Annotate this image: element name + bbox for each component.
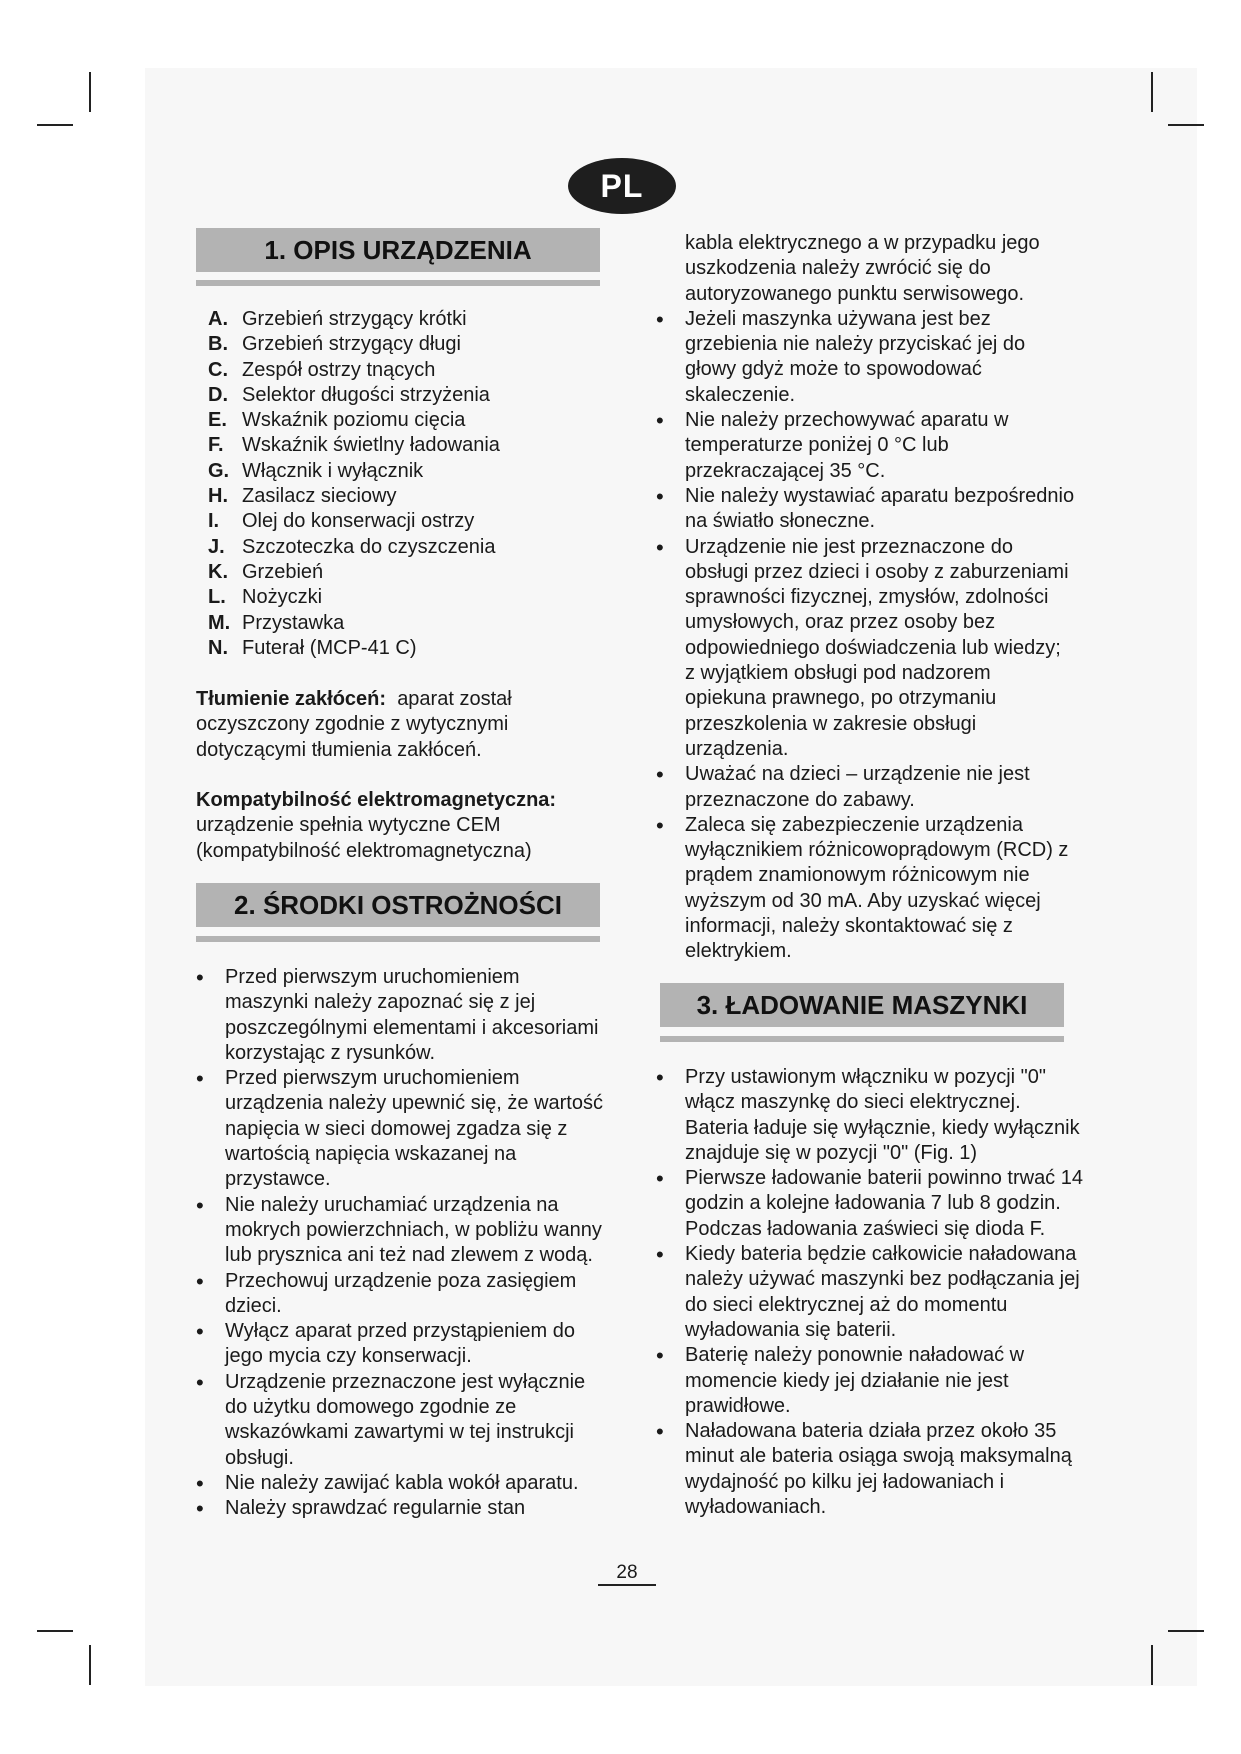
part-label: Futerał (MCP-41 C) xyxy=(242,636,417,659)
list-item xyxy=(208,459,588,484)
part-label: Olej do konserwacji ostrzy xyxy=(242,510,475,533)
list-item: • Urządzenie nie jest przeznaczone do obsługi przez dzieci i osoby z zaburzeniami sprawności fizycznej, zmysłów, zdolności umysłowych, oraz przez osoby bez odpowiedniego doświadczenia lub wiedzy; z wyjątkiem obsługi pod nadzorem opiekuna prawnego, po otrzymaniu przeszkolenia w zakresie obsługi urządzenia. xyxy=(655,535,1075,763)
list-item: • Przechowuj urządzenie poza zasięgiem dzieci. xyxy=(195,1269,605,1320)
section-3-heading: 3. ŁADOWANIE MASZYNKI xyxy=(660,983,1064,1027)
interference-label: Tłumienie zakłóceń: xyxy=(196,688,387,710)
list-item xyxy=(208,408,588,433)
list-item: • Zaleca się zabezpieczenie urządzenia wyłącznikiem różnicowoprądowym (RCD) z prądem znamionowym różnicowym nie wyższym od 30 mA. Aby uzyskać więcej informacji, należy skontaktować się z elektrykiem. xyxy=(655,813,1075,965)
part-label: Selektor długości strzyżenia xyxy=(242,383,490,406)
interference-text: aparat został oczyszczony zgodnie z wytycznymi dotyczącymi tłumienia zakłóceń. xyxy=(196,688,512,761)
list-item: • Przed pierwszym uruchomieniem maszynki należy zapoznać się z jej poszczególnymi elementami i akcesoriami korzystając z rysunków. xyxy=(195,965,605,1066)
part-letter: F. xyxy=(208,434,224,457)
part-letter: K. xyxy=(208,560,228,583)
crop-mark xyxy=(1168,124,1204,126)
part-letter: L. xyxy=(208,586,226,609)
list-item: • Uważać na dzieci – urządzenie nie jest przeznaczone do zabawy. xyxy=(655,762,1075,813)
continuation-text: kabla elektrycznego a w przypadku jego uszkodzenia należy zwrócić się do autoryzowanego punktu serwisowego. xyxy=(685,232,1040,305)
part-label: Grzebień strzygący krótki xyxy=(242,308,467,330)
list-item xyxy=(208,307,588,332)
list-item: • Urządzenie przeznaczone jest wyłącznie do użytku domowego zgodnie ze wskazówkami zawartymi w tej instrukcji obsługi. xyxy=(195,1370,605,1471)
part-letter: J. xyxy=(208,535,225,558)
precautions-right xyxy=(655,231,1075,965)
crop-mark xyxy=(37,124,73,126)
part-label: Szczoteczka do czyszczenia xyxy=(242,535,496,558)
crop-mark xyxy=(1168,1630,1204,1632)
list-item: • Nie należy wystawiać aparatu bezpośrednio na światło słoneczne. xyxy=(655,484,1075,535)
list-item xyxy=(208,433,588,458)
list-item xyxy=(208,611,588,636)
section-1-heading: 1. OPIS URZĄDZENIA xyxy=(196,228,600,272)
charging-list xyxy=(655,1065,1083,1520)
part-letter: E. xyxy=(208,409,227,432)
heading-rule xyxy=(196,936,600,942)
list-item: • Przed pierwszym uruchomieniem urządzenia należy upewnić się, że wartość napięcia w sieci domowej zgadza się z wartością napięcia wskazanej na przystawce. xyxy=(195,1066,605,1192)
part-letter: M. xyxy=(208,611,231,634)
part-label: Włącznik i wyłącznik xyxy=(242,459,424,482)
list-item xyxy=(208,535,588,560)
emc-label: Kompatybilność elektromagnetyczna: xyxy=(196,789,557,811)
list-item: • Wyłącz aparat przed przystąpieniem do jego mycia czy konserwacji. xyxy=(195,1319,605,1370)
crop-mark xyxy=(1151,1645,1153,1685)
part-letter: H. xyxy=(208,485,228,508)
list-item: • Nie należy przechowywać aparatu w temperaturze poniżej 0 °C lub przekraczającej 35 °C. xyxy=(655,408,1075,484)
precautions-list-right xyxy=(655,307,1075,965)
emc-text: urządzenie spełnia wytyczne CEM (kompatybilność elektromagnetyczna) xyxy=(196,814,532,862)
section-2-heading: 2. ŚRODKI OSTROŻNOŚCI xyxy=(196,883,600,927)
heading-rule xyxy=(196,280,600,286)
part-label: Grzebień xyxy=(242,560,324,583)
part-letter: I. xyxy=(208,510,220,533)
crop-mark xyxy=(89,72,91,112)
list-item xyxy=(208,332,588,357)
heading-rule xyxy=(660,1036,1064,1042)
part-letter: G. xyxy=(208,459,230,482)
precautions-left xyxy=(195,965,605,1522)
list-item: • Nie należy uruchamiać urządzenia na mokrych powierzchniach, w pobliżu wanny lub prysznica ani też nad zlewem z wodą. xyxy=(195,1193,605,1269)
part-letter: D. xyxy=(208,383,228,406)
crop-mark xyxy=(37,1630,73,1632)
part-label: Wskaźnik świetlny ładowania xyxy=(242,434,500,457)
language-badge: PL xyxy=(568,158,676,214)
part-letter: B. xyxy=(208,333,228,356)
list-item xyxy=(208,560,588,585)
list-item: • Jeżeli maszynka używana jest bez grzebienia nie należy przyciskać jej do głowy gdyż może to spowodować skaleczenie. xyxy=(655,307,1075,408)
list-item: • Nie należy zawijać kabla wokół aparatu. xyxy=(195,1471,605,1496)
list-item: • Pierwsze ładowanie baterii powinno trwać 14 godzin a kolejne ładowania 7 lub 8 godzin. Podczas ładowania zaświeci się dioda F. xyxy=(655,1166,1083,1242)
list-item: • Baterię należy ponownie naładować w momencie kiedy jej działanie nie jest prawidłowe. xyxy=(655,1343,1083,1419)
charging-instructions xyxy=(655,1065,1083,1520)
crop-mark xyxy=(1151,72,1153,112)
part-label: Grzebień strzygący długi xyxy=(242,333,461,356)
list-item xyxy=(208,358,588,383)
list-item: • Kiedy bateria będzie całkowicie naładowana należy używać maszynki bez podłączania jej do sieci elektrycznej aż do momentu wyładowania się baterii. xyxy=(655,1242,1083,1343)
list-item xyxy=(208,484,588,509)
precautions-list-left xyxy=(195,965,605,1522)
part-letter: A. xyxy=(208,308,228,330)
list-item xyxy=(208,636,588,661)
list-item xyxy=(208,509,588,534)
list-item: • Naładowana bateria działa przez około 35 minut ale bateria osiąga swoją maksymalną wydajność po kilku jej ładowaniach i wyładowaniach. xyxy=(655,1419,1083,1520)
part-letter: C. xyxy=(208,358,228,381)
interference-note xyxy=(196,687,541,763)
page-number: 28 xyxy=(598,1562,656,1586)
list-item xyxy=(208,585,588,610)
emc-note xyxy=(196,788,596,864)
list-item: • Przy ustawionym włączniku w pozycji "0" włącz maszynkę do sieci elektrycznej. Bateria ładuje się wyłącznie, kiedy wyłącznik znajduje się w pozycji "0" (Fig. 1) xyxy=(655,1065,1083,1166)
part-label: Zespół ostrzy tnących xyxy=(242,358,436,381)
part-label: Nożyczki xyxy=(242,586,323,609)
parts-list-block xyxy=(208,307,588,661)
part-label: Zasilacz sieciowy xyxy=(242,485,397,508)
part-letter: N. xyxy=(208,636,228,659)
list-item xyxy=(208,383,588,408)
part-label: Przystawka xyxy=(242,611,345,634)
list-item: • Należy sprawdzać regularnie stan xyxy=(195,1496,605,1521)
crop-mark xyxy=(89,1645,91,1685)
part-label: Wskaźnik poziomu cięcia xyxy=(242,409,466,432)
parts-list xyxy=(208,307,588,661)
